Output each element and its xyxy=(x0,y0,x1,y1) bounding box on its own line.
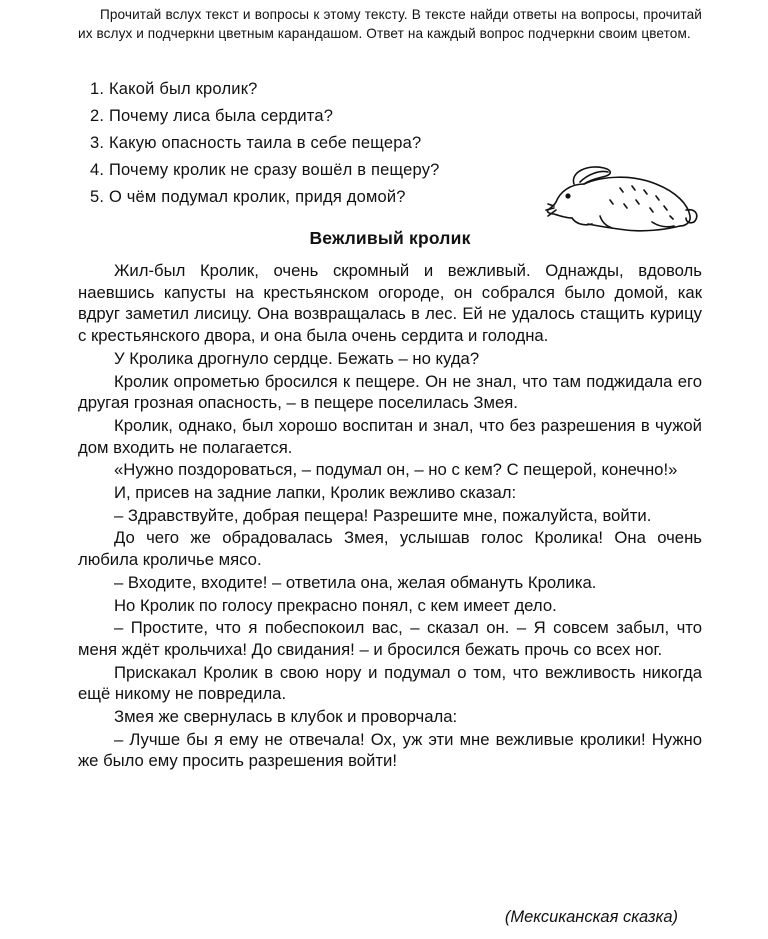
story-paragraph: У Кролика дрогнуло сердце. Бежать – но куда? xyxy=(114,348,480,368)
story-paragraph: – Входите, входите! – ответила она, желая обмануть Кролика. xyxy=(114,572,597,592)
story-paragraph: – Лучше бы я ему не отвечала! Ох, уж эти мне вежливые кролики! Нужно же было ему просить разрешения войти! xyxy=(78,729,702,771)
story-title: Вежливый кролик xyxy=(309,228,471,248)
story-paragraph: Жил-был Кролик, очень скромный и вежливый. Однажды, вдоволь наевшись капусты на крестьянском огороде, он собрался было домой, как вдруг заметил лисицу. Она возвращалась в лес. Ей не удалось стащить курицу с крестьянского двора, и она была очень сердита и голодна. xyxy=(78,261,702,346)
story-source: (Мексиканская сказка) xyxy=(504,908,678,926)
question-item: 4. Почему кролик не сразу вошёл в пещеру? xyxy=(90,161,440,179)
story-paragraph: Но Кролик по голосу прекрасно понял, с кем имеет дело. xyxy=(114,595,557,615)
story-paragraph: Прискакал Кролик в свою нору и подумал о том, что вежливость никогда ещё никому не повредила. xyxy=(78,662,702,704)
story-paragraph: Кролик, однако, был хорошо воспитан и знал, что без разрешения в чужой дом входить не полагается. xyxy=(78,415,702,457)
story-paragraph: «Нужно поздороваться, – подумал он, – но с кем? С пещерой, конечно!» xyxy=(114,460,678,480)
questions-list xyxy=(90,76,560,211)
question-item: 1. Какой был кролик? xyxy=(90,80,258,98)
question-item: 2. Почему лиса была сердита? xyxy=(90,107,334,125)
story-paragraph: До чего же обрадовалась Змея, услышав голос Кролика! Она очень любила кроличье мясо. xyxy=(78,528,702,570)
question-item: 3. Какую опасность таила в себе пещера? xyxy=(90,134,422,152)
question-item: 5. О чём подумал кролик, придя домой? xyxy=(90,188,406,206)
story-text xyxy=(78,260,702,773)
story-paragraph: Кролик опрометью бросился к пещере. Он не знал, что там поджидала его другая грозная опасность, – в пещере поселилась Змея. xyxy=(78,371,702,413)
story-paragraph: – Здравствуйте, добрая пещера! Разрешите мне, пожалуйста, войти. xyxy=(114,505,652,525)
instruction-text: Прочитай вслух текст и вопросы к этому тексту. В тексте найди ответы на вопросы, прочитай их вслух и подчеркни цветным карандашом. Ответ на каждый вопрос подчеркни своим цветом. xyxy=(78,7,702,41)
story-paragraph: И, присев на задние лапки, Кролик вежливо сказал: xyxy=(114,483,517,503)
story-paragraph: – Простите, что я побеспокоил вас, – сказал он. – Я совсем забыл, что меня ждёт крольчиха! До свидания! – и бросился бежать прочь со всех ног. xyxy=(78,618,702,659)
story-paragraph: Змея же свернулась в клубок и проворчала: xyxy=(114,707,458,727)
